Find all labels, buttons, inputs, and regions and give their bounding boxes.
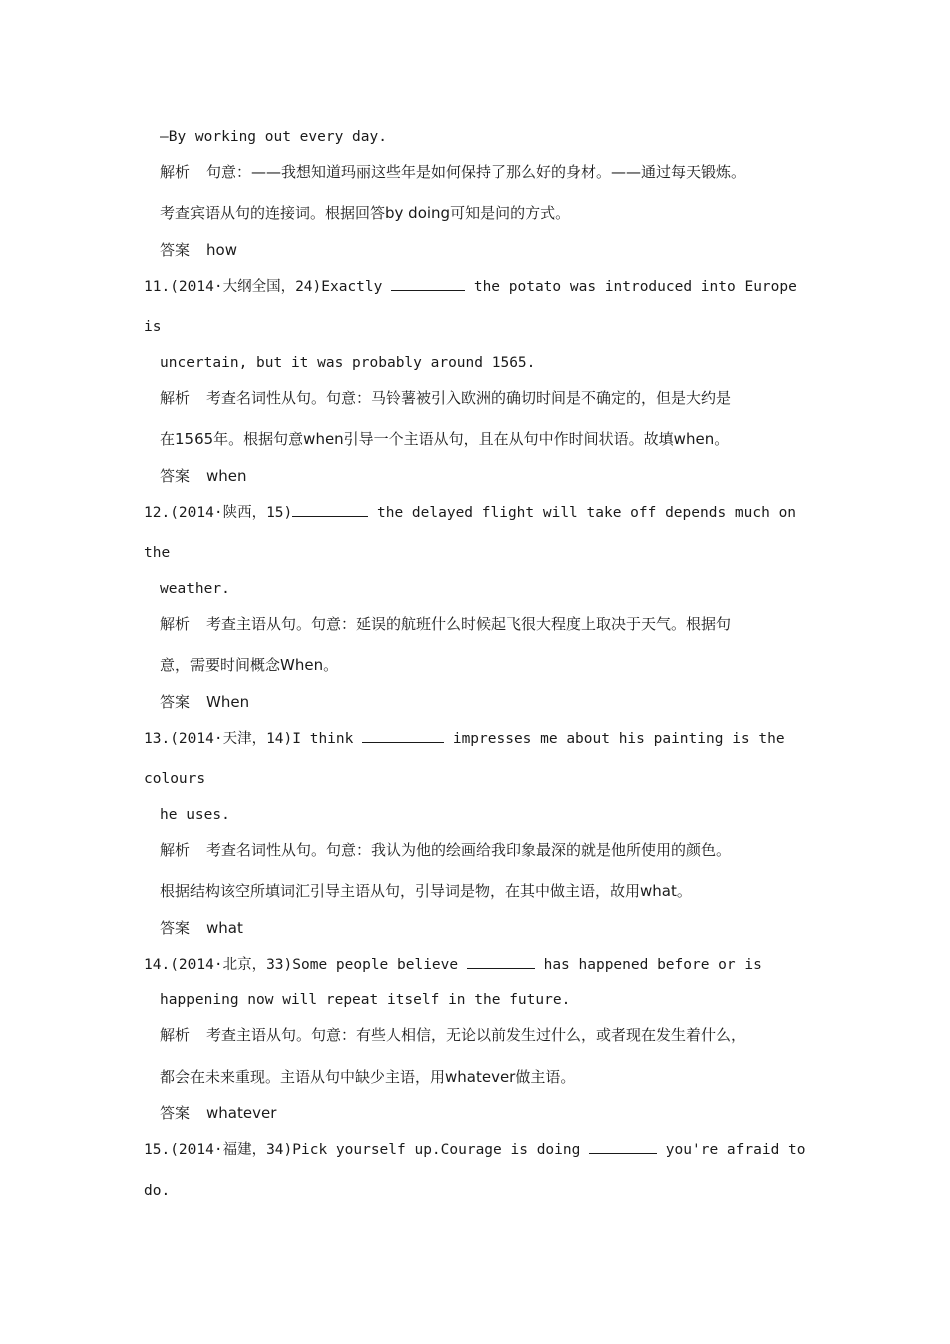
analysis-11 (160, 388, 731, 408)
question-11-part1: 11.(2014·大纲全国，24)Exactly (144, 279, 392, 295)
analysis-13-cont: 根据结构该空所填词汇引导主语从句，引导词是物，在其中做主语，故用what。 (160, 882, 692, 900)
answer-text: when (206, 467, 247, 485)
question-11-cont: uncertain, but it was probably around 1565. (160, 355, 536, 371)
answer-label: 答案 (160, 693, 191, 711)
answer-label: 答案 (160, 467, 191, 485)
answer-prev (160, 240, 237, 260)
question-12-blank (292, 502, 368, 517)
analysis-label: 解析 (160, 389, 191, 407)
question-14-cont: happening now will repeat itself in the future. (160, 992, 571, 1008)
answer-14 (160, 1103, 276, 1123)
analysis-12-cont: 意，需要时间概念When。 (160, 656, 339, 674)
question-12-wrap: the (144, 545, 171, 561)
question-12 (144, 502, 796, 523)
analysis-label: 解析 (160, 841, 191, 859)
analysis-text: 句意：——我想知道玛丽这些年是如何保持了那么好的身材。——通过每天锻炼。 (206, 163, 747, 181)
answer-11 (160, 466, 247, 486)
analysis-prev-cont: 考查宾语从句的连接词。根据回答by doing可知是问的方式。 (160, 204, 571, 222)
question-15-part1: 15.(2014·福建，34)Pick yourself up.Courage is doing (144, 1142, 590, 1158)
analysis-prev (160, 162, 746, 182)
answer-text: how (206, 241, 237, 259)
analysis-label: 解析 (160, 163, 191, 181)
question-14-blank (467, 954, 535, 969)
answer-text: what (206, 919, 243, 937)
analysis-text: 考查主语从句。句意：延误的航班什么时候起飞很大程度上取决于天气。根据句 (206, 615, 732, 633)
analysis-label: 解析 (160, 615, 191, 633)
answer-12 (160, 692, 249, 712)
question-13-part1: 13.(2014·天津，14)I think (144, 731, 363, 747)
answer-label: 答案 (160, 241, 191, 259)
question-13-part2: impresses me about his painting is the (444, 731, 785, 747)
question-15-blank (589, 1139, 657, 1154)
question-15-part2: you're afraid to (657, 1142, 806, 1158)
question-12-part2: the delayed flight will take off depends much on (368, 505, 797, 521)
question-11-wrap: is (144, 319, 162, 335)
question-13-wrap: colours (144, 771, 206, 787)
answer-label: 答案 (160, 1104, 191, 1122)
analysis-14 (160, 1025, 746, 1045)
question-13-cont: he uses. (160, 807, 230, 823)
question-14 (144, 954, 762, 975)
analysis-12 (160, 614, 731, 634)
analysis-text: 考查名词性从句。句意：马铃薯被引入欧洲的确切时间是不确定的，但是大约是 (206, 389, 732, 407)
question-14-part1: 14.(2014·北京，33)Some people believe (144, 957, 467, 973)
question-11-blank (391, 276, 465, 291)
question-12-part1: 12.(2014·陕西，15) (144, 505, 293, 521)
answer-label: 答案 (160, 919, 191, 937)
analysis-label: 解析 (160, 1026, 191, 1044)
analysis-14-cont: 都会在未来重现。主语从句中缺少主语，用whatever做主语。 (160, 1068, 576, 1086)
question-12-cont: weather. (160, 581, 230, 597)
answer-line-prev: —By working out every day. (160, 129, 387, 145)
analysis-text: 考查主语从句。句意：有些人相信，无论以前发生过什么，或者现在发生着什么， (206, 1026, 747, 1044)
question-11 (144, 276, 797, 297)
question-11-part2: the potato was introduced into Europe (465, 279, 797, 295)
question-15 (144, 1139, 805, 1160)
question-14-part2: has happened before or is (534, 957, 762, 973)
question-13-blank (362, 728, 444, 743)
answer-text: When (206, 693, 250, 711)
answer-text: whatever (206, 1104, 277, 1122)
analysis-text: 考查名词性从句。句意：我认为他的绘画给我印象最深的就是他所使用的颜色。 (206, 841, 732, 859)
analysis-13 (160, 840, 731, 860)
question-13 (144, 728, 785, 749)
answer-13 (160, 918, 243, 938)
question-15-wrap: do. (144, 1183, 171, 1199)
analysis-11-cont: 在1565年。根据句意when引导一个主语从句，且在从句中作时间状语。故填when。 (160, 430, 730, 448)
